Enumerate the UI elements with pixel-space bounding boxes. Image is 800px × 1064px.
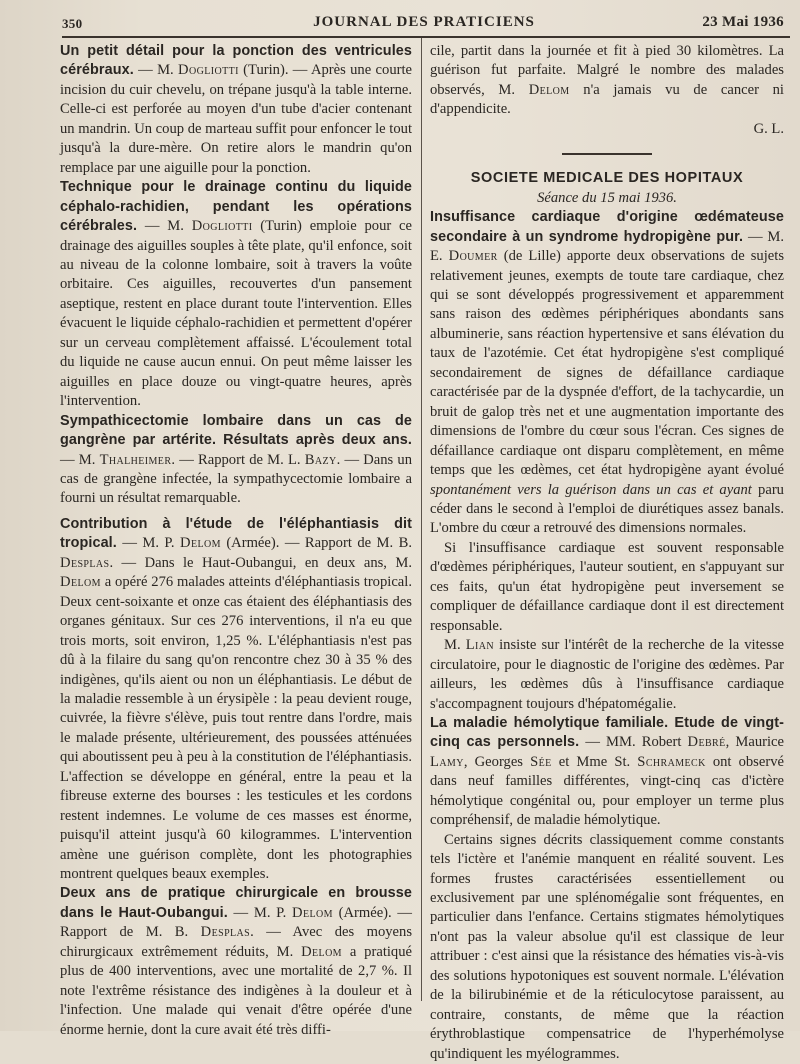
column-divider bbox=[421, 38, 422, 1001]
article-title: Insuffisance cardiaque d'origine œdémateuse secondaire à un syndrome hydropigène pur. bbox=[430, 209, 784, 245]
italic-passage: spontanément vers la guérison dans un cas et ayant bbox=[430, 481, 752, 498]
journal-title: JOURNAL DES PRATICIENS bbox=[313, 14, 535, 30]
section-rule bbox=[562, 153, 652, 155]
author-name: Sée bbox=[530, 753, 552, 770]
author-name: Doumer bbox=[448, 248, 498, 265]
author-name: Delom bbox=[60, 574, 101, 591]
article-ponction: Un petit détail pour la ponction des ventricules cérébraux. — M. Dogliotti (Turin). — Après une courte incision du cuir chevelu, on trépane jusqu'à la table interne. Celle-ci est perforée au moyen d'un tube d'acier contenant un mandrin. Un coup de marteau suffit pour enfoncer le tout jusqu'à la dure-mère. On retire alors le mandrin qu'on remplace par une aiguille pour la ponction. bbox=[60, 43, 413, 176]
article-title: Sympathicectomie lombaire dans un cas de gangrène par artérite. Résultats après deux ans. bbox=[60, 412, 412, 449]
article-title: Un petit détail pour la ponction des ventricules cérébraux. bbox=[60, 43, 412, 79]
article-title: La maladie hémolytique familiale. Etude de vingt-cinq cas personnels. bbox=[430, 714, 784, 751]
article-body: a opéré 276 malades atteints d'éléphantiasis tropical. Deux cent-soixante et onze cas étaient des éléphantiasis des organes génitaux. Sur ces 276 interventions, il n'a eu que trois morts, soit environ, 1,25 %. L'éléphantiasis n'est pas dû à la filaire du sang qu'on rencontre chez 30 à 35 % des indigènes, qu'ils aient ou non un éléphantiasis. Le début de la maladie ressemble à un érysipèle : la peau devient rouge, cuivrée, la fièvre s'élève, puis tout rentre dans l'ordre, mais le malade présente, ultérieurement, des poussées atténuées qui aboutissent peu à peu à la constitution de l'éléphantiasis. L'affection se développe en général, entre la peau et la fibreuse externe des bourses : les testicules et les cordons restent indemnes. Le volume de ces masses est énorme, puisqu'il atteint jusqu'à 60 kilogrammes. L'intervention amène une guérison complète, dont les photographies montrent quelques beaux exemples. bbox=[60, 574, 412, 883]
article-body: emploie pour ce drainage des aiguilles souples à tête plate, qu'il enfonce, soit au niveau de la colonne lombaire, soit à travers la voûte orbitaire. Ces aiguilles, recouvertes d'un pansement aseptique, restent en place durant toute l'intervention. Elles évacuent le liquide céphalo-rachidien et permettent d'opérer sur un cerveau complètement affaissé. L'écoulement total du liquide ne cause aucun ennui. On peut même laisser les aiguilles en place douze ou vingt-quatre heures, après l'intervention. bbox=[60, 218, 412, 410]
left-column bbox=[60, 42, 412, 1040]
author-name: Delom bbox=[301, 943, 342, 960]
reporter-name: Bazy bbox=[304, 451, 337, 468]
page-number: 350 bbox=[62, 16, 83, 31]
issue-date: 23 Mai 1936 bbox=[702, 14, 784, 30]
author-name: Lian bbox=[465, 637, 495, 654]
signature: G. L. bbox=[753, 120, 784, 137]
author-name: Thalheimer bbox=[99, 451, 172, 468]
article-paragraph: Si l'insuffisance cardiaque est souvent responsable d'œdèmes périphériques, l'auteur soutient, en s'appuyant sur ces faits, qu'un état hydropigène peut inversement se compliquer de défaillance cardiaque dont il est directement responsable. bbox=[430, 539, 784, 634]
author-name: Dogliotti bbox=[191, 218, 253, 235]
article-hemolytique: La maladie hémolytique familiale. Etude de vingt-cinq cas personnels. — MM. Robert Debré, Maurice Lamy, Georges Sée et Mme St. Schrameck ont observé dans neuf familles différentes, vingt-cinq cas d'ictère hémolytique congénital ou, pour employer un terme plus compréhensif, de maladie hémolytique. bbox=[430, 714, 784, 829]
article-title: Deux ans de pratique chirurgicale en brousse dans le Haut-Oubangui. bbox=[60, 885, 412, 921]
header-rule bbox=[62, 36, 790, 38]
article-body: apporte deux observations de sujets relativement jeunes, exempts de toute tare cardiaque, chez qui se sont développés progressivement et apparemment sans raison des œdèmes périphériques abondants sans albuminerie, sans réaction hypertensive et sans élévation du taux de l'azotémie. Cet état hydropigène s'est compliqué secondairement de signes de défaillance cardiaque caractérisée par de la dyspnée d'effort, de la tachycardie, un bruit de galop très net et une augmentation importante des dimensions de l'ombre du cœur sous l'écran. Ces signes de défaillance cardiaque ont disparu complètement, en même temps que les œdèmes, cet état hydropigène ayant évolué bbox=[430, 248, 784, 479]
article-paragraph: Certains signes décrits classiquement comme constants tels l'ictère et l'anémie manquent en réalité souvent. Les formes frustes caractérisées essentiellement ou exclusivement par une splénomégalie sont fréquentes, en particulier dans l'enfance. Certains stigmates hémolytiques n'ont pas la valeur absolue qu'il est classique de leur attribuer : c'est ainsi que la résistance des hématies vis-à-vis des solutions hypotoniques est souvent normale. L'élévation de la bilirubinémie et de la réticulocytose paraissent, au contraire, constants, de même que la réaction érythroblastique compensatrice de l'hyperhémolyse qu'indiquent les myélogrammes. bbox=[430, 831, 784, 1062]
reporter-name: Desplas bbox=[60, 554, 110, 571]
article-drainage: Technique pour le drainage continu du liquide céphalo-rachidien, pendant les opérations cérébrales. — M. Dogliotti (Turin) emploie pour ce drainage des aiguilles souples à tête plate, qu'il enfonce, soit au niveau de la colonne lombaire, soit à travers la voûte orbitaire. Ces aiguilles, recouvertes d'un pansement aseptique, restent en place durant toute l'intervention. Elles évacuent le liquide céphalo-rachidien et permettent d'opérer sur un cerveau complètement affaissé. L'écoulement total du liquide ne cause aucun ennui. On peut même laisser les aiguilles en place douze ou vingt-quatre heures, après l'intervention. bbox=[60, 179, 412, 410]
reporter-name: Desplas bbox=[200, 924, 251, 941]
article-body: a pratiqué plus de 400 interventions, avec une mortalité de 2,7 %. Il note l'extrême résistance des indigènes à la douleur et à l'infection. Une malade qui venait d'être opérée d'une énorme hernie, dont la cure avait été très diffi- bbox=[60, 943, 413, 1038]
author-name: Dogliotti bbox=[178, 62, 239, 79]
author-name: Lamy bbox=[430, 753, 464, 770]
running-head bbox=[62, 14, 786, 36]
article-sympathicectomie: Sympathicectomie lombaire dans un cas de gangrène par artérite. Résultats après deux ans. — M. Thalheimer. — Rapport de M. L. Bazy. — Dans un cas de grangène infectée, la sympathycectomie lombaire a fourni un résultat remarquable. bbox=[60, 412, 412, 507]
article-elephantiasis: Contribution à l'étude de l'éléphantiasis dit tropical. — M. P. Delom (Armée). — Rapport de M. B. Desplas. — Dans le Haut-Oubangui, en deux ans, M. Delom a opéré 276 malades atteints d'éléphantiasis tropical. Deux cent-soixante et onze cas étaient des éléphantiasis des organes génitaux. Sur ces 276 interventions, il n'a eu que trois morts, soit environ, 1,25 %. L'éléphantiasis n'est pas dû à la filaire du sang qu'on rencontre chez 30 à 35 % des indigènes, qu'ils aient ou non un éléphantiasis. Le début de la maladie ressemble à un érysipèle : la peau devient rouge, cuivrée, la fièvre s'élève, puis tout rentre dans l'ordre, mais le malade présente, ultérieurement, des poussées atténuées qui aboutissent peu à peu à la constitution de l'éléphantiasis. L'affection se développe en général, entre la peau et la fibreuse externe des bourses : les testicules et les cordons restent indemnes. Le volume de ces masses est énorme, puisqu'il atteint jusqu'à 60 kilogrammes. L'intervention amène une guérison complète, dont les photographies montrent quelques beaux exemples. bbox=[60, 515, 412, 883]
article-body: ont observé dans neuf familles différentes, vingt-cinq cas d'ictère hémolytique congénital ou, pour employer un terme plus compréhensif, de maladie hémolytique. bbox=[430, 753, 784, 829]
section-subtitle: Séance du 15 mai 1936. bbox=[537, 189, 677, 206]
author-name: Delom bbox=[180, 535, 221, 552]
section-title: SOCIETE MEDICALE DES HOPITAUX bbox=[470, 170, 744, 187]
article-paragraph: M. Lian insiste sur l'intérêt de la recherche de la vitesse circulatoire, pour le diagnostic de l'origine des œdèmes. Par ailleurs, les œdèmes dûs à l'insuffisance cardiaque s'accompagnent toujours d'hépatomégalie. bbox=[430, 637, 784, 712]
author-name: Schrameck bbox=[637, 753, 706, 770]
article-body: Dans un cas de grangène infectée, la sympathycectomie lombaire a fourni un résultat remarquable. bbox=[60, 451, 412, 507]
author-name: Delom bbox=[292, 904, 333, 921]
right-column bbox=[430, 42, 784, 1064]
article-title: Contribution à l'étude de l'éléphantiasis dit tropical. bbox=[60, 515, 412, 552]
author-name: Debré bbox=[687, 734, 726, 751]
article-insuffisance: Insuffisance cardiaque d'origine œdémateuse secondaire à un syndrome hydropigène pur. — M. E. Doumer (de Lille) apporte deux observations de sujets relativement jeunes, exempts de toute tare cardiaque, chez qui se sont développés progressivement et apparemment sans raison des œdèmes périphériques abondants sans albuminerie, sans réaction hypertensive et sans élévation du taux de l'azotémie. Cet état hydropigène s'est compliqué secondairement de signes de défaillance cardiaque caractérisée par de la dyspnée d'effort, de la tachycardie, un bruit de galop très net et une augmentation importante des dimensions de l'ombre du cœur sous l'écran. Ces signes de défaillance cardiaque ont disparu complètement, en même temps que les œdèmes, cet état hydropigène ayant évolué spontanément vers la guérison dans un cas et ayant paru céder dans le second à l'emploi de diurétiques assez banals. L'ombre du cœur a retrouvé des dimensions normales. bbox=[430, 209, 784, 537]
author-name: Delom bbox=[528, 81, 570, 98]
article-body: Après une courte incision du cuir chevelu, on trépane jusqu'à la table interne. Celle-ci est perforée au moyen d'un tube d'acier contenant un mandrin. Un coup de marteau suffit pour enfoncer le tout jusqu'à la dure-mère. On retire alors le mandrin qu'on remplace par une aiguille pour la ponction. bbox=[60, 62, 413, 176]
article-title: Technique pour le drainage continu du liquide céphalo-rachidien, pendant les opérations cérébrales. bbox=[60, 179, 412, 235]
continuation-text: cile, partit dans la journée et fit à pied 30 kilomètres. La guérison fut parfaite. Malgré le nombre des malades observés, M. Delom n'a jamais vu de cancer ni d'appendicite. bbox=[430, 43, 784, 118]
article-brousse: Deux ans de pratique chirurgicale en brousse dans le Haut-Oubangui. — M. P. Delom (Armée). — Rapport de M. B. Desplas. — Avec des moyens chirurgicaux extrêmement réduits, M. Delom a pratiqué plus de 400 interventions, avec une mortalité de 2,7 %. Il note l'extrême résistance des indigènes à la douleur et à l'infection. Une malade qui venait d'être opérée d'une énorme hernie, dont la cure avait été très diffi- bbox=[60, 885, 413, 1038]
